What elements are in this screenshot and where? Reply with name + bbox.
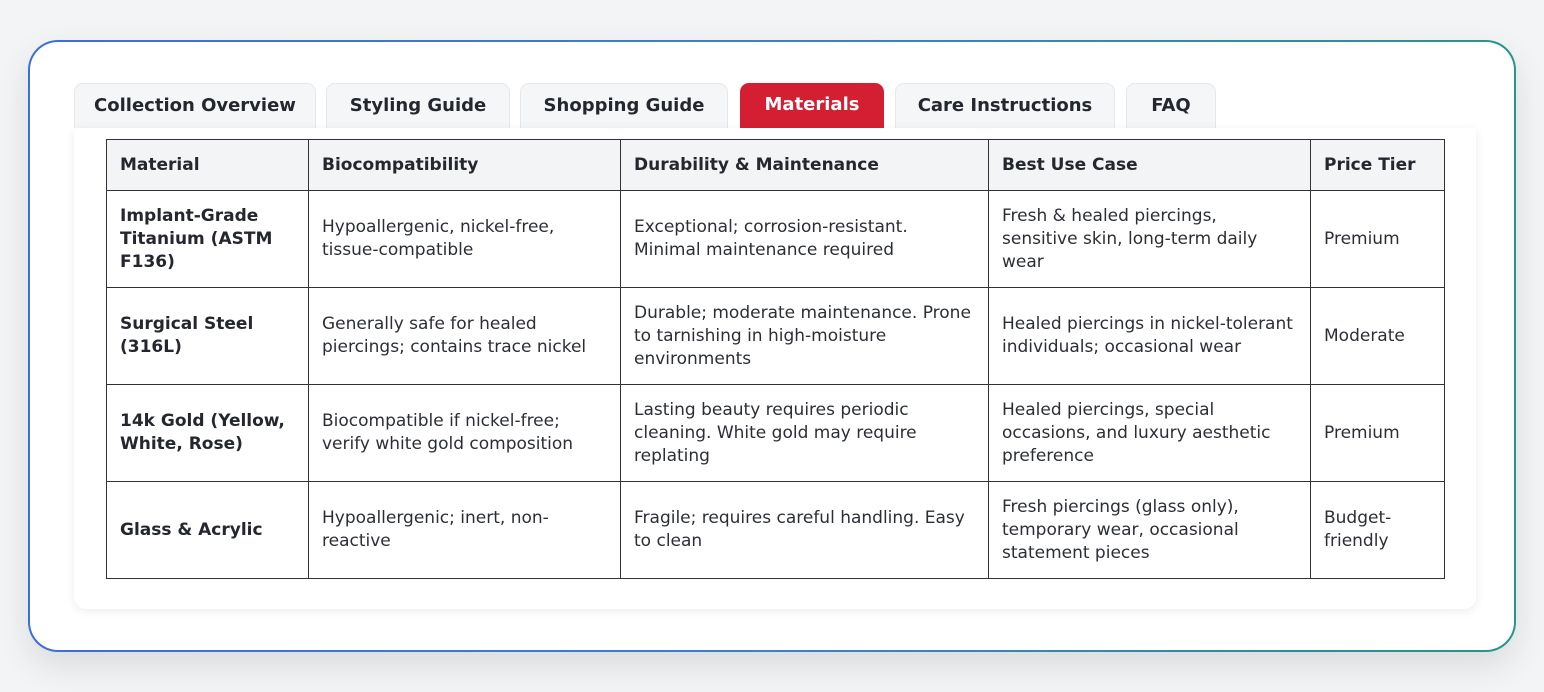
cell-best-use-case: Healed piercings in nickel-tolerant individuals; occasional wear [989,288,1311,385]
table-row [107,191,1445,288]
cell-biocompatibility: Generally safe for healed piercings; contains trace nickel [309,288,621,385]
table-row [107,385,1445,482]
cell-durability: Lasting beauty requires periodic cleaning. White gold may require replating [621,385,989,482]
column-header-material: Material [107,140,309,191]
cell-material: Glass & Acrylic [107,482,309,579]
cell-price-tier: Moderate [1311,288,1445,385]
cell-material: Surgical Steel (316L) [107,288,309,385]
tab-materials[interactable]: Materials [740,83,884,128]
materials-table [106,139,1445,579]
card [30,42,1514,650]
cell-durability: Exceptional; corrosion-resistant. Minimal maintenance required [621,191,989,288]
cell-price-tier: Budget-friendly [1311,482,1445,579]
column-header-biocompatibility: Biocompatibility [309,140,621,191]
cell-best-use-case: Healed piercings, special occasions, and luxury aesthetic preference [989,385,1311,482]
table-header-row [107,140,1445,191]
column-header-price-tier: Price Tier [1311,140,1445,191]
cell-material: Implant-Grade Titanium (ASTM F136) [107,191,309,288]
cell-material: 14k Gold (Yellow, White, Rose) [107,385,309,482]
cell-best-use-case: Fresh piercings (glass only), temporary wear, occasional statement pieces [989,482,1311,579]
tab-shopping-guide[interactable]: Shopping Guide [520,83,728,128]
tab-styling-guide[interactable]: Styling Guide [326,83,510,128]
tab-care-instructions[interactable]: Care Instructions [895,83,1115,128]
cell-biocompatibility: Hypoallergenic; inert, non-reactive [309,482,621,579]
column-header-best-use-case: Best Use Case [989,140,1311,191]
cell-biocompatibility: Biocompatible if nickel-free; verify white gold composition [309,385,621,482]
table-row [107,288,1445,385]
table-row [107,482,1445,579]
card-frame [28,40,1516,652]
cell-best-use-case: Fresh & healed piercings, sensitive skin, long-term daily wear [989,191,1311,288]
cell-biocompatibility: Hypoallergenic, nickel-free, tissue-compatible [309,191,621,288]
column-header-durability: Durability & Maintenance [621,140,989,191]
cell-price-tier: Premium [1311,385,1445,482]
cell-durability: Fragile; requires careful handling. Easy to clean [621,482,989,579]
tab-panel-materials [74,128,1476,609]
tab-faq[interactable]: FAQ [1126,83,1216,128]
cell-durability: Durable; moderate maintenance. Prone to tarnishing in high-moisture environments [621,288,989,385]
tab-collection-overview[interactable]: Collection Overview [74,83,316,128]
cell-price-tier: Premium [1311,191,1445,288]
